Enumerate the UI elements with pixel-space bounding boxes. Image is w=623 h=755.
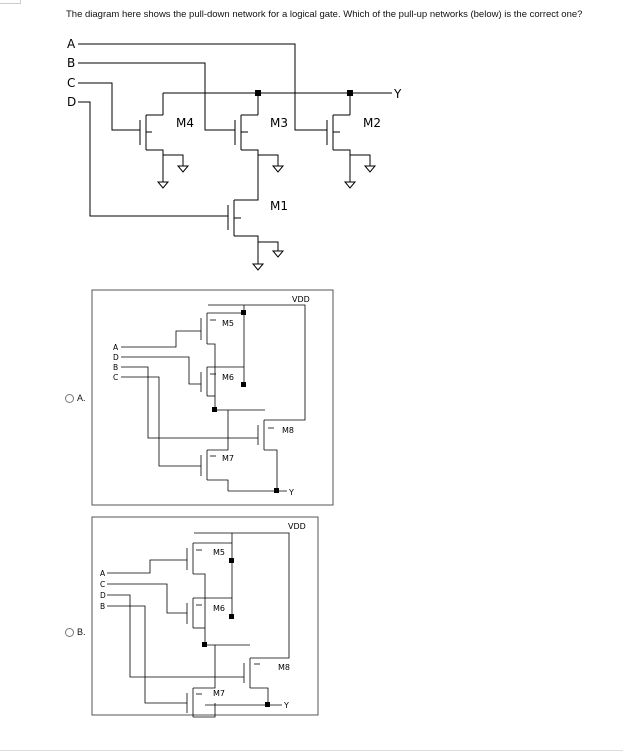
opt-b-input-4: B (100, 602, 106, 611)
pd-label-m4: M4 (176, 116, 194, 130)
option-b-label: B. (77, 627, 86, 637)
option-a-diagram (92, 290, 333, 505)
opt-a-m5: M5 (222, 319, 234, 328)
opt-a-input-4: C (113, 373, 119, 382)
opt-a-m7: M7 (222, 454, 234, 463)
pulldown-network (78, 44, 392, 258)
opt-a-input-2: D (113, 353, 119, 362)
opt-a-vdd: VDD (292, 295, 310, 304)
option-b-radio[interactable] (65, 628, 74, 637)
pd-label-m2: M2 (363, 116, 381, 130)
junction-dot (255, 90, 261, 96)
opt-b-input-3: D (100, 591, 106, 600)
option-b-diagram (92, 517, 318, 717)
option-a[interactable] (65, 393, 86, 403)
opt-b-m7: M7 (213, 689, 225, 698)
option-b[interactable] (65, 627, 86, 637)
opt-a-input-1: A (113, 343, 119, 352)
opt-a-output: Y (289, 488, 294, 497)
option-a-radio[interactable] (65, 394, 74, 403)
pd-input-b: B (67, 56, 76, 70)
page-divider (0, 750, 623, 751)
pd-input-a: A (67, 37, 76, 51)
opt-b-input-2: C (100, 580, 106, 589)
pd-label-m1: M1 (270, 199, 288, 213)
pd-input-d: D (67, 95, 77, 109)
opt-b-m6: M6 (213, 604, 225, 613)
question-text: The diagram here shows the pull-down network for a logical gate. Which of the pull-up networks (below) is the correct one? (66, 9, 583, 20)
opt-a-m6: M6 (222, 373, 234, 382)
opt-b-m5: M5 (213, 548, 225, 557)
opt-b-output: Y (284, 701, 289, 710)
opt-b-vdd: VDD (288, 522, 306, 531)
opt-b-m8: M8 (278, 663, 290, 672)
junction-dot (347, 90, 353, 96)
pd-label-m3: M3 (270, 116, 288, 130)
pd-input-c: C (67, 76, 76, 90)
option-a-label: A. (77, 393, 86, 403)
opt-a-input-3: B (113, 363, 119, 372)
opt-b-input-1: A (100, 569, 106, 578)
opt-a-m8: M8 (282, 426, 294, 435)
pd-output-y: Y (394, 87, 402, 101)
